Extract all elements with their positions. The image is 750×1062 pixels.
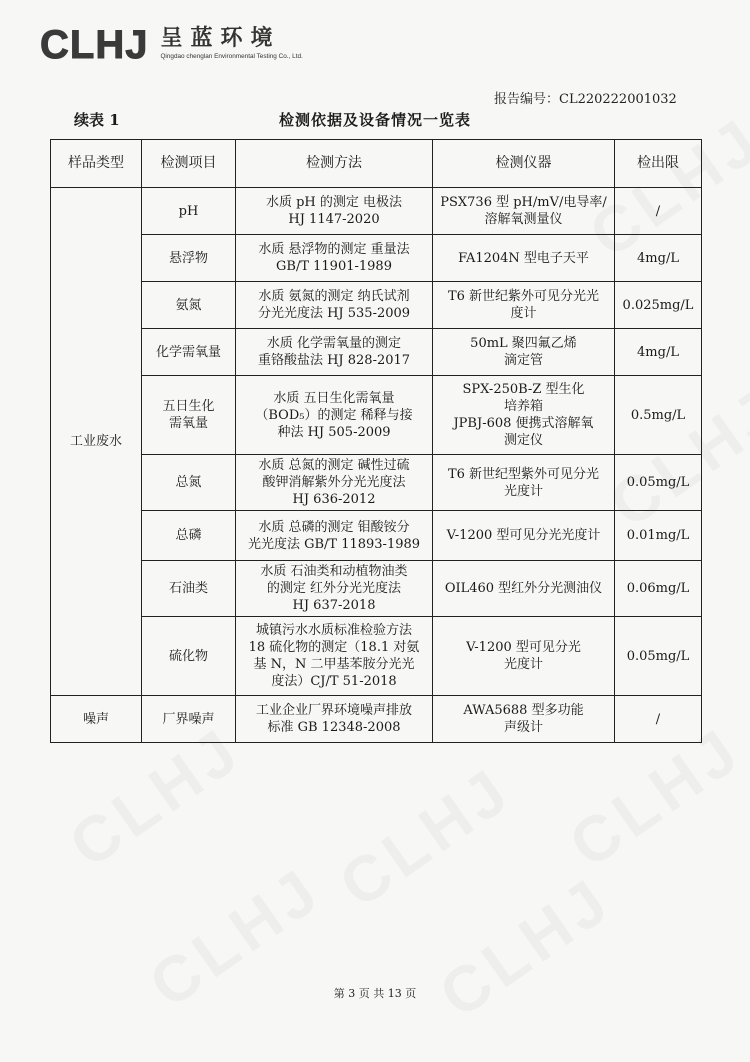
item-cell: 石油类 bbox=[142, 561, 236, 617]
limit-cell: 0.05mg/L bbox=[615, 455, 702, 511]
instrument-cell: SPX-250B-Z 型生化 培养箱 JPBJ-608 便携式溶解氧 测定仪 bbox=[433, 376, 615, 455]
table-header-row bbox=[51, 140, 702, 188]
column-header: 检测仪器 bbox=[433, 140, 615, 188]
page-number: 第 3 页 共 13 页 bbox=[333, 987, 417, 1000]
table-row bbox=[51, 376, 702, 455]
table-row bbox=[51, 511, 702, 561]
company-name-cn: 呈蓝环境 bbox=[160, 26, 281, 51]
instrument-cell: FA1204N 型电子天平 bbox=[433, 235, 615, 282]
item-cell: 氨氮 bbox=[142, 282, 236, 329]
limit-cell: 0.025mg/L bbox=[615, 282, 702, 329]
item-cell: 化学需氧量 bbox=[142, 329, 236, 376]
item-cell: pH bbox=[142, 188, 236, 235]
limit-cell: 0.05mg/L bbox=[615, 617, 702, 696]
column-header: 检测方法 bbox=[236, 140, 433, 188]
method-cell: 水质 石油类和动植物油类 的测定 红外分光光度法 HJ 637-2018 bbox=[236, 561, 433, 617]
limit-cell: 4mg/L bbox=[615, 235, 702, 282]
table-row bbox=[51, 696, 702, 743]
table-row bbox=[51, 561, 702, 617]
table-title: 检测依据及设备情况一览表 bbox=[278, 111, 471, 129]
methods-equipment-table bbox=[50, 139, 702, 743]
company-logo bbox=[40, 23, 303, 67]
logo-mark: CLHJ bbox=[40, 23, 149, 67]
limit-cell: 0.5mg/L bbox=[615, 376, 702, 455]
instrument-cell: PSX736 型 pH/mV/电导率/ 溶解氧测量仪 bbox=[433, 188, 615, 235]
continued-table-label: 续表 1 bbox=[74, 111, 120, 129]
method-cell: 工业企业厂界环境噪声排放 标准 GB 12348-2008 bbox=[236, 696, 433, 743]
instrument-cell: OIL460 型红外分光测油仪 bbox=[433, 561, 615, 617]
item-cell: 悬浮物 bbox=[142, 235, 236, 282]
watermark bbox=[326, 752, 525, 922]
method-cell: 水质 pH 的测定 电极法 HJ 1147-2020 bbox=[236, 188, 433, 235]
method-cell: 水质 五日生化需氧量 （BOD₅）的测定 稀释与接 种法 HJ 505-2009 bbox=[236, 376, 433, 455]
column-header: 样品类型 bbox=[51, 140, 142, 188]
logo-text bbox=[160, 26, 302, 61]
limit-cell: 4mg/L bbox=[615, 329, 702, 376]
table-row bbox=[51, 455, 702, 511]
table-row bbox=[51, 617, 702, 696]
item-cell: 总氮 bbox=[142, 455, 236, 511]
sample-type-cell: 工业废水 bbox=[51, 188, 142, 696]
instrument-cell: 50mL 聚四氟乙烯 滴定管 bbox=[433, 329, 615, 376]
instrument-cell: V-1200 型可见分光 光度计 bbox=[433, 617, 615, 696]
company-name-en: Qingdao chenglan Environmental Testing Co., Ltd. bbox=[160, 53, 303, 60]
column-header: 检出限 bbox=[615, 140, 702, 188]
item-cell: 总磷 bbox=[142, 511, 236, 561]
item-cell: 硫化物 bbox=[142, 617, 236, 696]
instrument-cell: T6 新世纪型紫外可见分光 光度计 bbox=[433, 455, 615, 511]
method-cell: 水质 总氮的测定 碱性过硫 酸钾消解紫外分光光度法 HJ 636-2012 bbox=[236, 455, 433, 511]
limit-cell: / bbox=[615, 188, 702, 235]
method-cell: 水质 氨氮的测定 纳氏试剂 分光光度法 HJ 535-2009 bbox=[236, 282, 433, 329]
instrument-cell: AWA5688 型多功能 声级计 bbox=[433, 696, 615, 743]
method-cell: 水质 悬浮物的测定 重量法 GB/T 11901-1989 bbox=[236, 235, 433, 282]
item-cell: 五日生化 需氧量 bbox=[142, 376, 236, 455]
limit-cell: / bbox=[615, 696, 702, 743]
table-row bbox=[51, 329, 702, 376]
table-row bbox=[51, 188, 702, 235]
table-row bbox=[51, 282, 702, 329]
instrument-cell: T6 新世纪紫外可见分光光 度计 bbox=[433, 282, 615, 329]
method-cell: 水质 总磷的测定 钼酸铵分 光光度法 GB/T 11893-1989 bbox=[236, 511, 433, 561]
item-cell: 厂界噪声 bbox=[142, 696, 236, 743]
instrument-cell: V-1200 型可见分光光度计 bbox=[433, 511, 615, 561]
column-header: 检测项目 bbox=[142, 140, 236, 188]
method-cell: 水质 化学需氧量的测定 重铬酸盐法 HJ 828-2017 bbox=[236, 329, 433, 376]
sample-type-cell: 噪声 bbox=[51, 696, 142, 743]
watermark bbox=[426, 862, 625, 1032]
limit-cell: 0.01mg/L bbox=[615, 511, 702, 561]
table-row bbox=[51, 235, 702, 282]
limit-cell: 0.06mg/L bbox=[615, 561, 702, 617]
method-cell: 城镇污水水质标准检验方法 18 硫化物的测定（18.1 对氨 基 N，N 二甲基苯胺分光光 度法）CJ/T 51-2018 bbox=[236, 617, 433, 696]
report-number: 报告编号：CL220222001032 bbox=[494, 92, 677, 107]
